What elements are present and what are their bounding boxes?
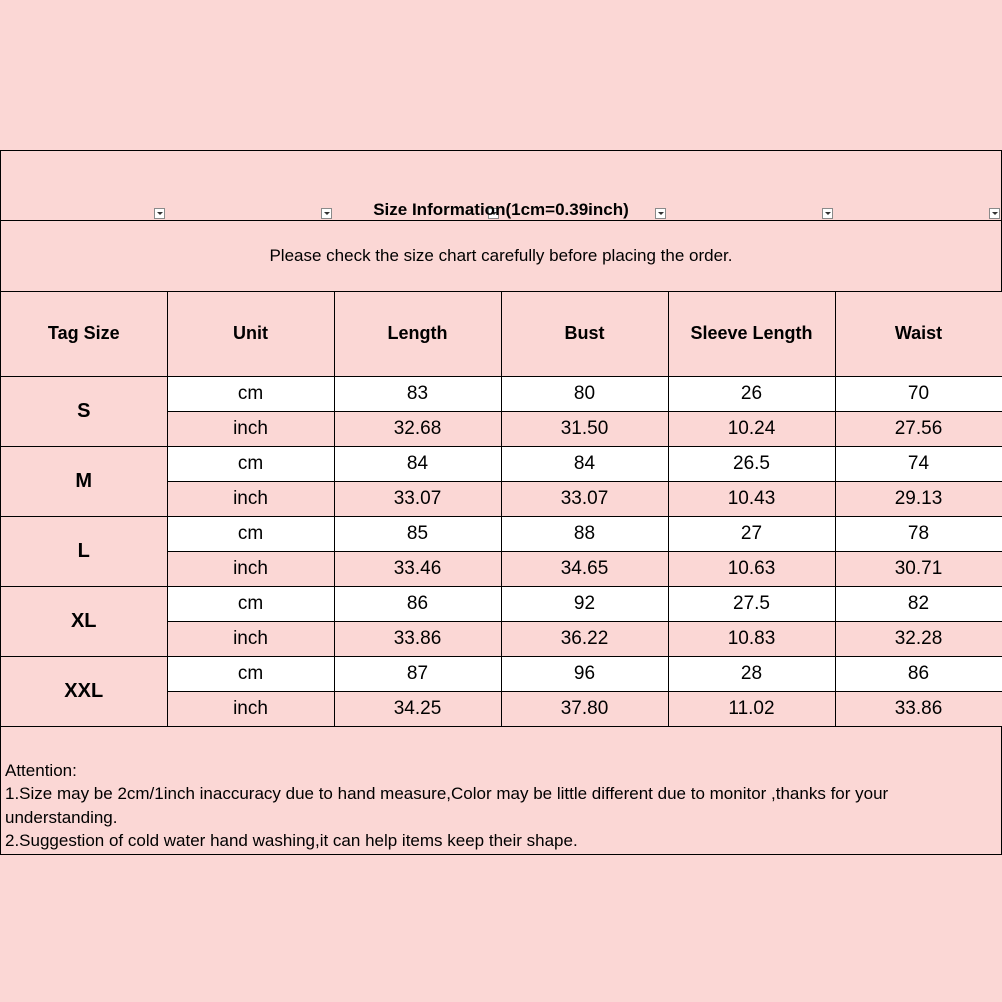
measurement-cell: 27.5: [668, 586, 835, 621]
column-header: Sleeve Length: [668, 292, 835, 376]
measurement-cell: 74: [835, 446, 1002, 481]
measurement-cell: 27: [668, 516, 835, 551]
measurement-cell: 29.13: [835, 481, 1002, 516]
table-row: [1, 586, 1002, 621]
tag-size-cell: M: [1, 446, 167, 516]
measurement-cell: 33.86: [835, 691, 1002, 726]
unit-cell: cm: [167, 656, 334, 691]
measurement-cell: 26: [668, 376, 835, 411]
measurement-cell: 32.28: [835, 621, 1002, 656]
measurement-cell: 32.68: [334, 411, 501, 446]
tag-size-cell: XL: [1, 586, 167, 656]
measurement-cell: 34.65: [501, 551, 668, 586]
title-row: [1, 151, 1002, 221]
order-note: Please check the size chart carefully before placing the order.: [1, 221, 1002, 292]
measurement-cell: 27.56: [835, 411, 1002, 446]
column-header: Bust: [501, 292, 668, 376]
unit-cell: cm: [167, 376, 334, 411]
measurement-cell: 10.63: [668, 551, 835, 586]
column-header: Tag Size: [1, 292, 167, 376]
attention-section: [1, 727, 1002, 855]
table-row: [1, 656, 1002, 691]
measurement-cell: 31.50: [501, 411, 668, 446]
column-header: Waist: [835, 292, 1002, 376]
measurement-cell: 83: [334, 376, 501, 411]
measurement-cell: 10.24: [668, 411, 835, 446]
measurement-cell: 36.22: [501, 621, 668, 656]
unit-cell: inch: [167, 481, 334, 516]
unit-cell: inch: [167, 411, 334, 446]
measurement-cell: 33.86: [334, 621, 501, 656]
tag-size-cell: XXL: [1, 656, 167, 726]
measurement-cell: 84: [501, 446, 668, 481]
measurement-cell: 87: [334, 656, 501, 691]
measurement-cell: 26.5: [668, 446, 835, 481]
attention-line-2: 2.Suggestion of cold water hand washing,it can help items keep their shape.: [5, 831, 578, 850]
size-table: [1, 292, 1002, 727]
measurement-cell: 96: [501, 656, 668, 691]
measurement-cell: 10.43: [668, 481, 835, 516]
unit-cell: cm: [167, 586, 334, 621]
table-row: [1, 446, 1002, 481]
measurement-cell: 33.46: [334, 551, 501, 586]
measurement-cell: 10.83: [668, 621, 835, 656]
attention-line-1: 1.Size may be 2cm/1inch inaccuracy due to hand measure,Color may be little different due to monitor ,thanks for your understanding.: [5, 784, 889, 827]
measurement-cell: 28: [668, 656, 835, 691]
table-row: [1, 516, 1002, 551]
unit-cell: inch: [167, 551, 334, 586]
column-header: Unit: [167, 292, 334, 376]
table-header-row: [1, 292, 1002, 376]
measurement-cell: 86: [334, 586, 501, 621]
chart-title: Size Information(1cm=0.39inch): [373, 200, 629, 219]
measurement-cell: 80: [501, 376, 668, 411]
measurement-cell: 33.07: [334, 481, 501, 516]
tag-size-cell: S: [1, 376, 167, 446]
unit-cell: inch: [167, 691, 334, 726]
column-header: Length: [334, 292, 501, 376]
measurement-cell: 88: [501, 516, 668, 551]
tag-size-cell: L: [1, 516, 167, 586]
measurement-cell: 30.71: [835, 551, 1002, 586]
measurement-cell: 92: [501, 586, 668, 621]
measurement-cell: 84: [334, 446, 501, 481]
measurement-cell: 70: [835, 376, 1002, 411]
unit-cell: inch: [167, 621, 334, 656]
attention-heading: Attention:: [5, 760, 77, 780]
size-chart-sheet: [0, 150, 1002, 855]
measurement-cell: 78: [835, 516, 1002, 551]
measurement-cell: 11.02: [668, 691, 835, 726]
table-row: [1, 376, 1002, 411]
measurement-cell: 37.80: [501, 691, 668, 726]
measurement-cell: 33.07: [501, 481, 668, 516]
measurement-cell: 34.25: [334, 691, 501, 726]
measurement-cell: 86: [835, 656, 1002, 691]
measurement-cell: 82: [835, 586, 1002, 621]
measurement-cell: 85: [334, 516, 501, 551]
unit-cell: cm: [167, 446, 334, 481]
unit-cell: cm: [167, 516, 334, 551]
